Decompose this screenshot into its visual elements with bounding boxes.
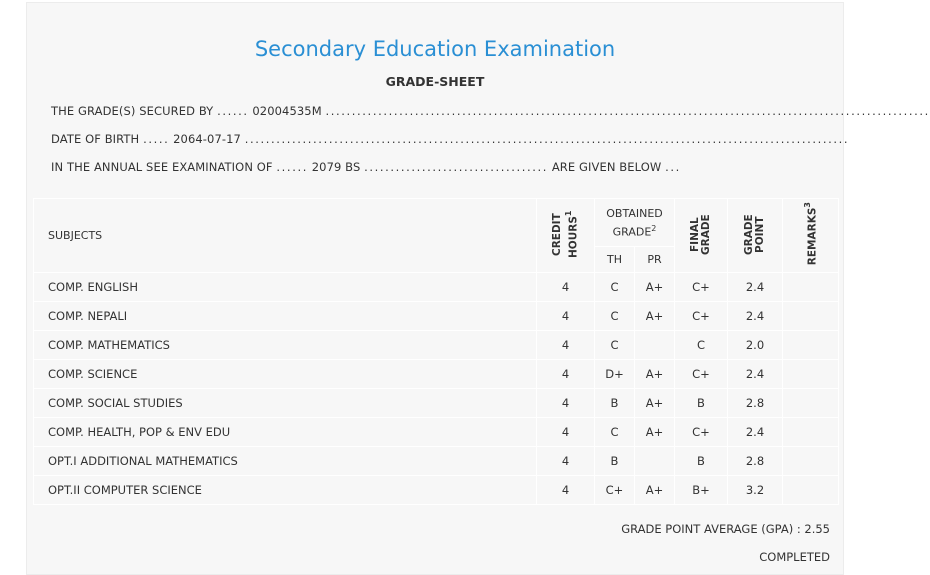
credit-hours-cell: 4 [537, 447, 595, 476]
subject-cell: COMP. SCIENCE [34, 360, 537, 389]
grade-point-cell: 2.8 [728, 389, 783, 418]
grade-point-cell: 3.2 [728, 476, 783, 505]
final-grade-cell: B+ [675, 476, 728, 505]
table-row [34, 331, 839, 360]
grade-point-cell: 2.0 [728, 331, 783, 360]
grade-sheet-heading: GRADE-SHEET [385, 74, 485, 89]
subject-cell: OPT.II COMPUTER SCIENCE [34, 476, 537, 505]
subject-cell: COMP. MATHEMATICS [34, 331, 537, 360]
header-subjects: SUBJECTS [34, 199, 537, 273]
credit-hours-cell: 4 [537, 273, 595, 302]
theory-grade-cell: B [595, 389, 635, 418]
final-grade-cell: B [675, 447, 728, 476]
practical-grade-cell [635, 331, 675, 360]
theory-grade-cell: C [595, 273, 635, 302]
theory-grade-cell: C [595, 331, 635, 360]
remarks-cell [783, 389, 839, 418]
table-row [34, 476, 839, 505]
remarks-cell [783, 360, 839, 389]
theory-grade-cell: C [595, 418, 635, 447]
header-remarks: REMARKS$^3$ [783, 199, 839, 273]
remarks-cell [783, 447, 839, 476]
grade-point-cell: 2.4 [728, 360, 783, 389]
secured-by-label: THE GRADE(S) SECURED BY [51, 104, 214, 118]
header-pr: PR [635, 247, 675, 273]
subject-cell: COMP. NEPALI [34, 302, 537, 331]
credit-hours-cell: 4 [537, 476, 595, 505]
table-row [34, 302, 839, 331]
dob-value: 2064-07-17 [173, 132, 241, 146]
final-grade-cell: B [675, 389, 728, 418]
table-row [34, 418, 839, 447]
exam-year: 2079 BS [311, 160, 361, 174]
credit-hours-cell: 4 [537, 302, 595, 331]
credit-hours-cell: 4 [537, 389, 595, 418]
final-grade-cell: C [675, 331, 728, 360]
exam-line: IN THE ANNUAL SEE EXAMINATION OF ...... 2079 BS ................................... ARE GIVEN BELOW ... [51, 160, 681, 174]
practical-grade-cell: A+ [635, 273, 675, 302]
dob-line: DATE OF BIRTH ..... 2064-07-17 ................................................................................................................... [51, 132, 850, 146]
grade-point-cell: 2.4 [728, 302, 783, 331]
practical-grade-cell: A+ [635, 389, 675, 418]
header-obtained-grade: OBTAINED GRADE$^2$ [595, 199, 675, 247]
remarks-cell [783, 331, 839, 360]
subject-cell: COMP. ENGLISH [34, 273, 537, 302]
final-grade-cell: C+ [675, 418, 728, 447]
practical-grade-cell: A+ [635, 302, 675, 331]
practical-grade-cell: A+ [635, 360, 675, 389]
theory-grade-cell: B [595, 447, 635, 476]
grade-point-cell: 2.4 [728, 273, 783, 302]
result-status: COMPLETED [759, 550, 830, 564]
final-grade-cell: C+ [675, 302, 728, 331]
theory-grade-cell: C [595, 302, 635, 331]
credit-hours-cell: 4 [537, 331, 595, 360]
secured-by-line: THE GRADE(S) SECURED BY ...... 02004535M ................................................................................................................... [51, 104, 930, 118]
symbol-number: 02004535M [252, 104, 322, 118]
header-grade-point: GRADE POINT [728, 199, 783, 273]
subject-cell: OPT.I ADDITIONAL MATHEMATICS [34, 447, 537, 476]
subject-cell: COMP. SOCIAL STUDIES [34, 389, 537, 418]
table-row [34, 273, 839, 302]
grades-table-body [34, 273, 839, 505]
grade-sheet [26, 2, 930, 575]
header-credit-hours: CREDIT HOURS$^1$ [537, 199, 595, 273]
grade-point-cell: 2.4 [728, 418, 783, 447]
remarks-cell [783, 418, 839, 447]
table-row [34, 447, 839, 476]
theory-grade-cell: C+ [595, 476, 635, 505]
table-row [34, 360, 839, 389]
grade-point-cell: 2.8 [728, 447, 783, 476]
dob-label: DATE OF BIRTH [51, 132, 140, 146]
final-grade-cell: C+ [675, 273, 728, 302]
credit-hours-cell: 4 [537, 418, 595, 447]
remarks-cell [783, 302, 839, 331]
practical-grade-cell: A+ [635, 476, 675, 505]
practical-grade-cell: A+ [635, 418, 675, 447]
credit-hours-cell: 4 [537, 360, 595, 389]
table-row [34, 389, 839, 418]
final-grade-cell: C+ [675, 360, 728, 389]
practical-grade-cell [635, 447, 675, 476]
grades-table [33, 198, 839, 505]
exam-title: Secondary Education Examination [254, 37, 616, 61]
remarks-cell [783, 273, 839, 302]
exam-label: IN THE ANNUAL SEE EXAMINATION OF [51, 160, 273, 174]
exam-suffix: ARE GIVEN BELOW [551, 160, 662, 174]
header-th: TH [595, 247, 635, 273]
theory-grade-cell: D+ [595, 360, 635, 389]
subject-cell: COMP. HEALTH, POP & ENV EDU [34, 418, 537, 447]
remarks-cell [783, 476, 839, 505]
header-final-grade: FINAL GRADE [675, 199, 728, 273]
table-header-row [34, 199, 839, 247]
gpa-summary: GRADE POINT AVERAGE (GPA) : 2.55 [621, 522, 830, 536]
